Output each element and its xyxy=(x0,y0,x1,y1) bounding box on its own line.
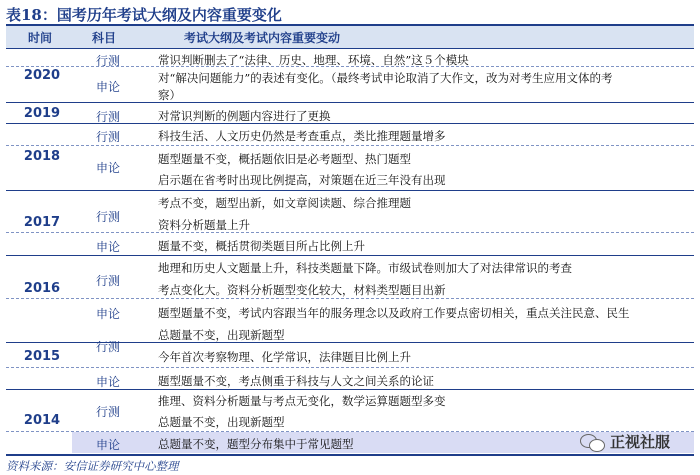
year-cell: 2015 xyxy=(23,349,61,364)
header-subject: 科目 xyxy=(92,31,117,45)
row-separator xyxy=(6,145,694,146)
subject-cell: 行测 xyxy=(95,210,120,224)
watermark-text: 正视社服 xyxy=(610,433,671,451)
year-cell: 2019 xyxy=(23,106,61,121)
change-text: 对“解决问题能力”的表述有变化。（最终考试申论取消了大作文，改为对考生应用文体的考 xyxy=(158,71,613,85)
year-cell: 2016 xyxy=(23,281,61,296)
row-separator xyxy=(6,367,694,368)
change-text: 察） xyxy=(158,88,181,102)
subject-cell: 申论 xyxy=(95,240,120,254)
wechat-icon xyxy=(580,432,606,452)
subject-cell: 行测 xyxy=(95,110,120,124)
subject-cell: 申论 xyxy=(95,161,120,175)
subject-cell: 行测 xyxy=(95,130,120,144)
year-cell: 2017 xyxy=(23,215,61,230)
row-separator xyxy=(6,255,694,256)
subject-cell: 申论 xyxy=(95,307,120,321)
row-separator xyxy=(6,298,694,299)
change-text: 总题量不变，出现新题型 xyxy=(158,415,285,429)
year-cell: 2020 xyxy=(23,68,61,83)
change-text: 启示题在省考时出现比例提高，对策题在近三年没有出现 xyxy=(158,173,446,187)
change-text: 今年首次考察物理、化学常识，法律题目比例上升 xyxy=(158,350,411,364)
header-year: 时间 xyxy=(28,31,53,45)
change-text: 题型题量不变，考试内容跟当年的服务理念以及政府工作要点密切相关，重点关注民意、民生 xyxy=(158,306,630,320)
change-text: 推理、资料分析题量与考点无变化，数学运算题题型多变 xyxy=(158,394,446,408)
subject-cell: 申论 xyxy=(95,80,120,94)
subject-cell: 行测 xyxy=(95,54,120,68)
change-text: 题量不变，概括贯彻类题目所占比例上升 xyxy=(158,239,365,253)
table-title: 表18：国考历年考试大纲及内容重要变化 xyxy=(6,6,282,24)
change-text: 常识判断删去了“法律、历史、地理、环境、自然”这５个模块 xyxy=(158,53,469,67)
table-header xyxy=(6,26,694,49)
year-cell: 2018 xyxy=(23,149,61,164)
change-text: 题型题量不变，考点侧重于科技与人文之间关系的论证 xyxy=(158,374,434,388)
source-note: 资料来源：安信证券研究中心整理 xyxy=(6,459,179,473)
header-change: 考试大纲及考试内容重要变动 xyxy=(184,31,341,45)
change-text: 科技生活、人文历史仍然是考查重点，类比推理题量增多 xyxy=(158,129,446,143)
bottom-rule xyxy=(6,454,694,456)
row-separator xyxy=(6,190,694,191)
change-text: 地理和历史人文题量上升，科技类题量下降。市级试卷则加大了对法律常识的考查 xyxy=(158,261,572,275)
subject-cell: 行测 xyxy=(95,340,120,354)
change-text: 考点变化大。资料分析题型变化较大，材料类型题目出新 xyxy=(158,283,446,297)
subject-cell: 行测 xyxy=(95,274,120,288)
subject-cell: 申论 xyxy=(95,438,120,452)
year-cell: 2014 xyxy=(23,413,61,428)
change-text: 总题量不变，题型分布集中于常见题型 xyxy=(158,437,354,451)
change-text: 题型题量不变，概括题依旧是必考题型、热门题型 xyxy=(158,152,411,166)
change-text: 总题量不变，出现新题型 xyxy=(158,328,285,342)
watermark xyxy=(580,431,670,452)
change-text: 资料分析题量上升 xyxy=(158,218,250,232)
row-separator xyxy=(6,102,694,103)
change-text: 对常识判断的例题内容进行了更换 xyxy=(158,109,331,123)
change-text: 考点不变，题型出新，如文章阅读题、综合推理题 xyxy=(158,196,411,210)
subject-cell: 申论 xyxy=(95,375,120,389)
row-separator xyxy=(6,232,694,233)
subject-cell: 行测 xyxy=(95,405,120,419)
